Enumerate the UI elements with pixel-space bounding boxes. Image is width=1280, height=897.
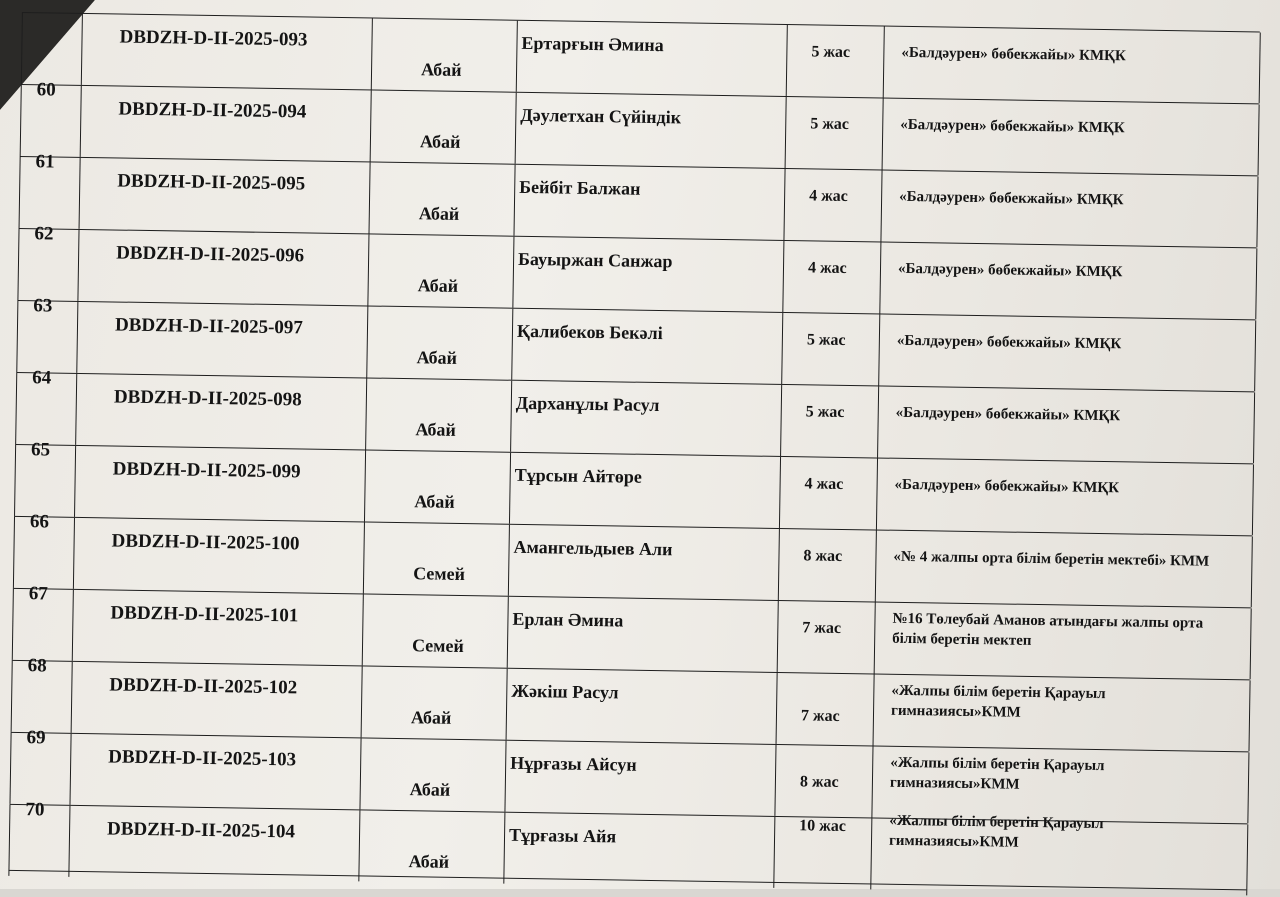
district-name: Семей [411, 635, 465, 657]
row-number: 69 [26, 727, 46, 749]
child-name: Бауыржан Санжар [517, 248, 673, 272]
record-code: DBDZH-D-II-2025-102 [109, 674, 298, 699]
child-age: 5 жас [805, 403, 845, 421]
organization-name: «Балдәурен» бөбекжайы» КМҚК [897, 260, 1123, 281]
record-code: DBDZH-D-II-2025-097 [114, 314, 304, 339]
record-code: DBDZH-D-II-2025-093 [119, 26, 308, 51]
child-name: Қалибеков Бекәлі [516, 320, 663, 344]
child-name: Нұрғазы Айсун [510, 752, 637, 775]
district-name: Абай [414, 491, 455, 512]
child-name: Тұрсын Айтөре [514, 464, 643, 487]
child-age: 5 жас [811, 43, 851, 62]
record-code: DBDZH-D-II-2025-094 [118, 98, 307, 123]
record-code: DBDZH-D-II-2025-099 [112, 458, 301, 483]
organization-name: «Балдәурен» бөбекжайы» КМҚК [896, 332, 1122, 353]
row-number: 63 [33, 295, 53, 317]
child-age: 7 жас [802, 619, 842, 637]
district-name: Абай [409, 779, 451, 800]
record-code: DBDZH-D-II-2025-095 [117, 170, 306, 195]
district-name: Абай [408, 851, 450, 872]
organization-name: №16 Төлеубай Аманов атындағы жалпы орта білім беретін мектеп [892, 610, 1204, 649]
child-name: Амангельдыев Али [513, 536, 673, 560]
organization-name: «Балдәурен» бөбекжайы» КМҚК [901, 44, 1126, 65]
row-number: 67 [28, 583, 48, 605]
organization-name: «Балдәурен» бөбекжайы» КМҚК [894, 476, 1120, 497]
organization-name: «№ 4 жалпы орта білім беретін мектебі» КММ [893, 548, 1210, 570]
child-name: Дәулетхан Сүйіндік [520, 104, 682, 128]
organization-name: «Жалпы білім беретін Қарауыл гимназиясы»КММ [890, 682, 1106, 721]
district-name: Абай [419, 131, 461, 152]
organization-name: «Жалпы білім беретін Қарауыл гимназиясы»КММ [889, 754, 1105, 793]
record-code: DBDZH-D-II-2025-096 [115, 242, 305, 267]
child-age: 4 жас [807, 259, 847, 277]
child-age: 8 жас [803, 547, 843, 565]
child-age: 4 жас [804, 475, 844, 493]
organization-name: «Балдәурен» бөбекжайы» КМҚК [900, 116, 1125, 137]
record-code: DBDZH-D-II-2025-104 [106, 818, 296, 843]
organization-name: «Жалпы білім беретін Қарауыл гимназиясы»КММ [888, 812, 1104, 851]
row-number: 65 [30, 439, 51, 461]
row-number: 61 [35, 151, 55, 173]
record-code: DBDZH-D-II-2025-101 [110, 602, 299, 627]
child-age: 5 жас [806, 331, 846, 349]
record-code: DBDZH-D-II-2025-103 [108, 746, 297, 771]
row-number: 70 [25, 799, 45, 821]
child-age: 5 жас [810, 115, 850, 134]
district-name: Семей [413, 563, 466, 585]
child-age: 7 жас [800, 707, 840, 725]
child-name: Ерлан Әмина [512, 608, 624, 631]
district-name: Абай [415, 419, 457, 440]
district-name: Абай [417, 275, 459, 296]
child-name: Жәкіш Расул [511, 680, 619, 703]
district-name: Абай [410, 707, 452, 728]
row-number: 64 [32, 367, 52, 389]
organization-name: «Балдәурен» бөбекжайы» КМҚК [899, 188, 1124, 209]
child-age: 10 жас [799, 817, 847, 836]
district-name: Абай [418, 203, 460, 224]
child-name: Дарханұлы Расул [515, 392, 660, 416]
child-age: 8 жас [799, 773, 839, 791]
record-code: DBDZH-D-II-2025-098 [113, 386, 302, 411]
child-name: Тұрғазы Айя [508, 824, 617, 847]
district-name: Абай [420, 59, 462, 80]
district-name: Абай [416, 347, 458, 368]
students-table [8, 8, 1260, 897]
child-name: Бейбіт Балжан [519, 176, 641, 199]
organization-name: «Балдәурен» бөбекжайы» КМҚК [895, 404, 1121, 425]
child-age: 4 жас [809, 187, 848, 205]
row-number: 60 [36, 79, 56, 101]
row-number: 68 [27, 655, 47, 677]
record-code: DBDZH-D-II-2025-100 [111, 530, 300, 555]
row-number: 62 [34, 223, 54, 245]
child-name: Ертарғын Әмина [521, 32, 664, 56]
row-number: 66 [29, 511, 50, 533]
